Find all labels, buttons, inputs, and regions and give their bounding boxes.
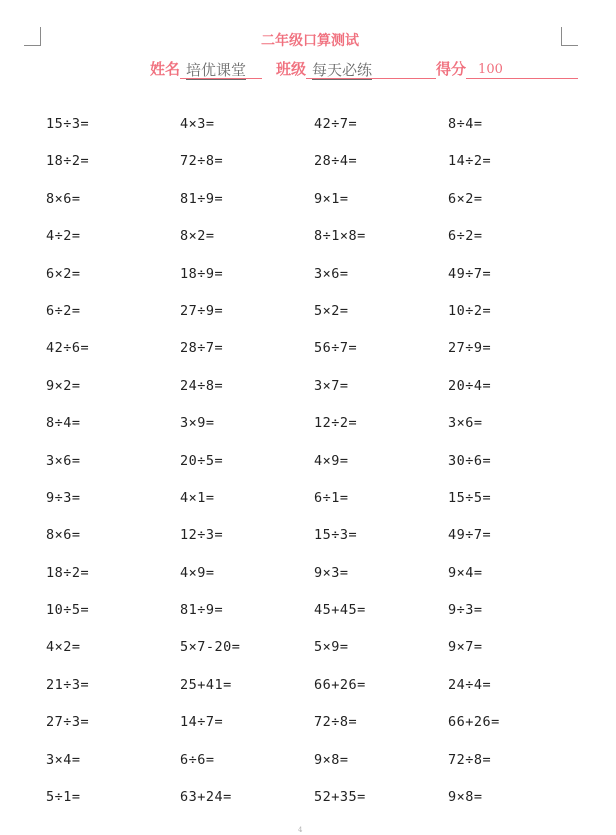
arithmetic-problem: 12÷3= [180,527,224,544]
arithmetic-problem: 4×9= [314,452,349,469]
problem-row [46,751,606,788]
problem-row [46,265,606,302]
arithmetic-problem: 9×3= [314,564,349,581]
arithmetic-problem: 5÷1= [46,789,81,806]
arithmetic-problem: 9×4= [448,564,483,581]
score-label: 得分 [436,60,467,78]
arithmetic-problem: 3×9= [180,415,215,432]
arithmetic-problem: 9÷3= [448,602,483,619]
arithmetic-problem: 4×2= [46,639,81,656]
arithmetic-problem: 4÷2= [46,228,81,245]
arithmetic-problem: 42÷7= [314,116,358,132]
arithmetic-problem: 6×2= [46,265,81,282]
arithmetic-problem: 15÷3= [46,116,90,132]
problem-row [46,115,606,152]
arithmetic-problem: 4×9= [180,564,215,581]
arithmetic-problem: 8÷4= [448,116,483,132]
arithmetic-problem: 9÷3= [46,489,81,506]
arithmetic-problem: 52+35= [314,789,366,806]
arithmetic-problem: 56÷7= [314,340,358,357]
arithmetic-problem: 21÷3= [46,676,90,693]
arithmetic-problem: 49÷7= [448,265,492,282]
arithmetic-problem: 6÷6= [180,751,215,768]
arithmetic-problem: 15÷3= [314,527,358,544]
problem-row [46,713,606,750]
arithmetic-problem: 12÷2= [314,415,358,432]
arithmetic-problem: 8×6= [46,527,81,544]
arithmetic-problem: 9×8= [314,751,349,768]
arithmetic-problem: 49÷7= [448,527,492,544]
arithmetic-problem: 5×9= [314,639,349,656]
arithmetic-problem: 8÷4= [46,415,81,432]
arithmetic-problem: 6÷2= [46,302,81,319]
arithmetic-problem: 24÷8= [180,377,224,394]
problem-row [46,638,606,675]
arithmetic-problem: 9×2= [46,377,81,394]
arithmetic-problem: 8×6= [46,190,81,207]
problem-row [46,526,606,563]
arithmetic-problem: 28÷4= [314,153,358,170]
arithmetic-problem: 8×2= [180,228,215,245]
arithmetic-problem: 18÷2= [46,153,90,170]
problem-row [46,377,606,414]
arithmetic-problem: 5×7-20= [180,639,241,656]
arithmetic-problem: 9×1= [314,190,349,207]
arithmetic-problem: 72÷8= [314,714,358,731]
problem-row [46,227,606,264]
arithmetic-problem: 30÷6= [448,452,492,469]
problem-row [46,564,606,601]
class-label: 班级 [276,60,307,78]
arithmetic-problem: 63+24= [180,789,232,806]
arithmetic-problem: 14÷2= [448,153,492,170]
arithmetic-problem: 28÷7= [180,340,224,357]
arithmetic-problem: 9×7= [448,639,483,656]
arithmetic-problem: 27÷9= [180,302,224,319]
arithmetic-problem: 72÷8= [448,751,492,768]
arithmetic-problem: 4×1= [180,489,215,506]
arithmetic-problem: 45+45= [314,602,366,619]
arithmetic-problem: 15÷5= [448,489,492,506]
arithmetic-problem: 3×4= [46,751,81,768]
arithmetic-problem: 10÷2= [448,302,492,319]
arithmetic-problem: 10÷5= [46,602,90,619]
arithmetic-problem: 81÷9= [180,190,224,207]
arithmetic-problem: 81÷9= [180,602,224,619]
arithmetic-problem: 42÷6= [46,340,90,357]
arithmetic-problem: 72÷8= [180,153,224,170]
score-field[interactable] [466,61,578,79]
student-info-row [150,59,578,79]
arithmetic-problem: 4×3= [180,116,215,132]
arithmetic-problem: 5×2= [314,302,349,319]
problem-row [46,190,606,227]
problem-row [46,489,606,526]
name-value: 培优课堂 [186,61,247,79]
arithmetic-problem: 6÷2= [448,228,483,245]
name-label: 姓名 [150,60,181,78]
arithmetic-problem: 66+26= [314,676,366,693]
arithmetic-problem: 6×2= [448,190,483,207]
arithmetic-problem: 27÷9= [448,340,492,357]
arithmetic-problem: 3×6= [314,265,349,282]
arithmetic-problem: 66+26= [448,714,500,731]
arithmetic-problem: 14÷7= [180,714,224,731]
score-value: 100 [478,62,503,77]
problem-grid [46,115,606,825]
page-number-mark: 4 [298,826,303,834]
arithmetic-problem: 18÷9= [180,265,224,282]
arithmetic-problem: 18÷2= [46,564,90,581]
page-title: 二年级口算测试 [261,33,359,49]
problem-row [46,339,606,376]
arithmetic-problem: 3×6= [46,452,81,469]
class-value: 每天必练 [312,61,373,79]
arithmetic-problem: 20÷5= [180,452,224,469]
problem-row [46,152,606,189]
problem-row [46,676,606,713]
arithmetic-problem: 8÷1×8= [314,228,366,245]
arithmetic-problem: 3×7= [314,377,349,394]
problem-row [46,452,606,489]
arithmetic-problem: 6÷1= [314,489,349,506]
problem-row [46,788,606,825]
arithmetic-problem: 24÷4= [448,676,492,693]
class-field[interactable] [306,61,436,79]
name-field[interactable] [180,61,262,79]
arithmetic-problem: 9×8= [448,789,483,806]
arithmetic-problem: 3×6= [448,415,483,432]
arithmetic-problem: 27÷3= [46,714,90,731]
problem-row [46,601,606,638]
problem-row [46,302,606,339]
arithmetic-problem: 20÷4= [448,377,492,394]
arithmetic-problem: 25+41= [180,676,232,693]
problem-row [46,414,606,451]
